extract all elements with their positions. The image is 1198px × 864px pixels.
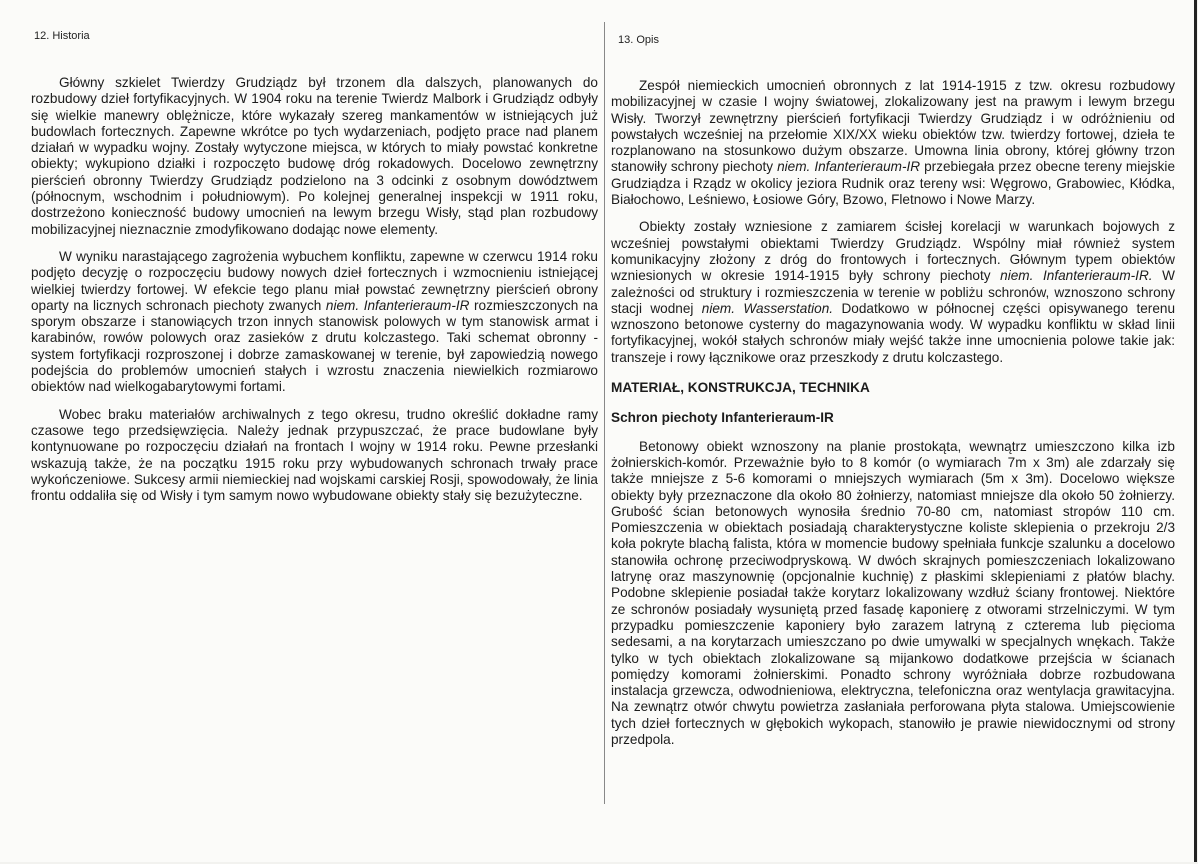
page-label-left: 12. Historia bbox=[34, 30, 90, 42]
paragraph: Betonowy obiekt wznoszony na planie prostokąta, wewnątrz umieszczono kilka izb żołnierskich-komór. Przeważnie było to 8 komór (o wymiarach 7m x 3m) ale zdarzały się także mniejsze z 5-6 komorami o mniejszych wymiarach (5m x 3m). Docelowo większe obiekty były przeznaczone dla około 80 żołnierzy, natomiast mniejsze dla około 50 żołnierzy. Grubość ścian betonowych wynosiła średnio 70-80 cm, natomiast stropów 110 cm. Pomieszczenia w obiektach posiadają charakterystyczne koliste sklepienia o przekroju 2/3 koła pokryte blachą falista, która w momencie budowy spełniała funkcje szalunku a docelowo stanowiła ochronę przeciwodpryskową. W dwóch skrajnych pomieszczeniach lokalizowano latrynę oraz maszynownię (opcjonalnie kuchnię) z płaskimi sklepieniami z płatów blachy. Podobne sklepienie posiadał także korytarz lokalizowany wzdłuż ściany frontowej. Niektóre ze schronów posiadały wysuniętą przed fasadę kaponierę z otworami strzelniczymi. W tym przypadku pomieszczenie kaponiery było zarazem latryną z czterema lub pięcioma sedesami, a na korytarzach umieszczano po dwie umywalki w specjalnych wnękach. Także tylko w tych obiektach zlokalizowane są mijankowo dodatkowe przejścia w ścianach pomiędzy komorami żołnierskimi. Ponadto schrony wyróżniała dobrze rozbudowana instalacja grzewcza, odwodnieniowa, elektryczna, telefoniczna oraz wentylacja grawitacyjna. Na zewnątrz otwór chwytu powietrza zasłaniała perforowana płyta stalowa. Umiejscowienie tych dzieł fortecznych w głębokich wykopach, stanowiło je prawie niewidocznymi od strony przedpola. bbox=[611, 438, 1175, 747]
paragraph: Zespół niemieckich umocnień obronnych z lat 1914-1915 z tzw. okresu rozbudowy mobilizacyjnej w czasie I wojny światowej, zlokalizowany jest na prawym i lewym brzegu Wisły. Tworzył zewnętrzny pierścień fortyfikacji Twierdzy Grudziądz i w odróżnieniu od powstałych wcześniej na przełomie XIX/XX wieku obiektów tzw. twierdzy fortowej, dzieła te rozplanowano na stosunkowo dużym obszarze. Umowna linia obrony, której główny trzon stanowiły schrony piechoty niem. Infanterieraum-IR przebiegała przez obecne tereny miejskie Grudziądza i Rządz w okolicy jeziora Rudnik oraz tereny wsi: Węgrowo, Grabowiec, Kłódka, Białochowo, Leśniewo, Łosiowe Góry, Bzowo, Fletnowo i Nowe Marzy. bbox=[611, 78, 1176, 208]
subsection-heading: Schron piechoty Infanterieraum-IR bbox=[611, 410, 834, 426]
paragraph: W wyniku narastającego zagrożenia wybuchem konfliktu, zapewne w czerwcu 1914 roku podjęto decyzję o rozpoczęciu budowy nowych dzieł fortecznych i wzmocnieniu istniejącej wielkiej twierdzy fortowej. W efekcie tego planu miał powstać zewnętrzny pierścień obrony oparty na licznych schronach piechoty zwanych niem. Infanterieraum-IR rozmieszczonych na sporym obszarze i stanowiących trzon innych stanowisk polowych w tym stanowisk armat i karabinów, rowów polowych oraz zasieków z drutu kolczastego. Taki schemat obronny - system fortyfikacji rozproszonej i dobrze zamaskowanej w terenie, był zapowiedzią nowego podejścia do problemów umocnień stałych i wzrostu znaczenia niewielkich rozmiarowo obiektów nad wielkogabarytowymi fortami. bbox=[31, 248, 598, 395]
paragraph: Wobec braku materiałów archiwalnych z tego okresu, trudno określić dokładne ramy czasowe tego przedsięwzięcia. Należy jednak przypuszczać, że prace budowlane były kontynuowane po rozpoczęciu działań na frontach I wojny w 1914 roku. Pewne przesłanki wskazują także, że na początku 1915 roku przy wybudowanych schronach trwały prace wykończeniowe. Sukcesy armii niemieckiej nad wojskami carskiej Rosji, spowodowały, że linia frontu oddaliła się od Wisły i tym samym nowo wybudowane obiekty stały się bezużyteczne. bbox=[31, 406, 598, 504]
right-page-body bbox=[611, 78, 1175, 748]
page-label-right: 13. Opis bbox=[618, 34, 659, 46]
paragraph: Główny szkielet Twierdzy Grudziądz był trzonem dla dalszych, planowanych do rozbudowy dzieł fortyfikacyjnych. W 1904 roku na terenie Twierdz Malbork i Grudziądz odbyły się wielkie manewry oblężnicze, które wykazały szereg mankamentów w istniejących już budowlach fortecznych. Zapewne wkrótce po tych wydarzeniach, podjęto prace nad planem działań w wypadku wojny. Zostały wytyczone miejsca, w których to miały powstać konkretne obiekty; wykupiono działki i rozpoczęto budowę dróg rokadowych. Docelowo zewnętrzny pierścień obronny Twierdzy Grudziądz podzielono na 3 odcinki z osobnym dowództwem (północnym, wschodnim i południowym). Po kolejnej generalnej inspekcji w 1911 roku, dostrzeżono konieczność budowy umocnień na lewym brzegu Wisły, stąd plan rozbudowy mobilizacyjnej nieznacznie zmodyfikowano dodając nowe elementy. bbox=[31, 75, 598, 237]
paragraph: Obiekty zostały wzniesione z zamiarem ścisłej korelacji w warunkach bojowych z wcześniej powstałymi obiektami Twierdzy Grudziądz. Wspólny miał również system komunikacyjny złożony z dróg do frontowych i fortecznych. Głównym typem obiektów wzniesionych w okresie 1914-1915 były schrony piechoty niem. Infanterieraum-IR. W zależności od struktury i rozmieszczenia w terenie w pobliżu schronów, wznoszono schrony stacji wodnej niem. Wasserstation. Dodatkowo w północnej części opisywanego terenu wznoszono betonowe cysterny do magazynowania wody. W wypadku konfliktu w skład linii fortyfikacyjnej, wokół stałych schronów miały wejść także inne umocnienia polowe takie jak: transzeje i rowy łącznikowe oraz przeszkody z drutu kolczastego. bbox=[611, 219, 1175, 365]
page-divider bbox=[604, 22, 605, 804]
left-page-body bbox=[31, 75, 598, 504]
section-heading: MATERIAŁ, KONSTRUKCJA, TECHNIKA bbox=[611, 380, 870, 396]
